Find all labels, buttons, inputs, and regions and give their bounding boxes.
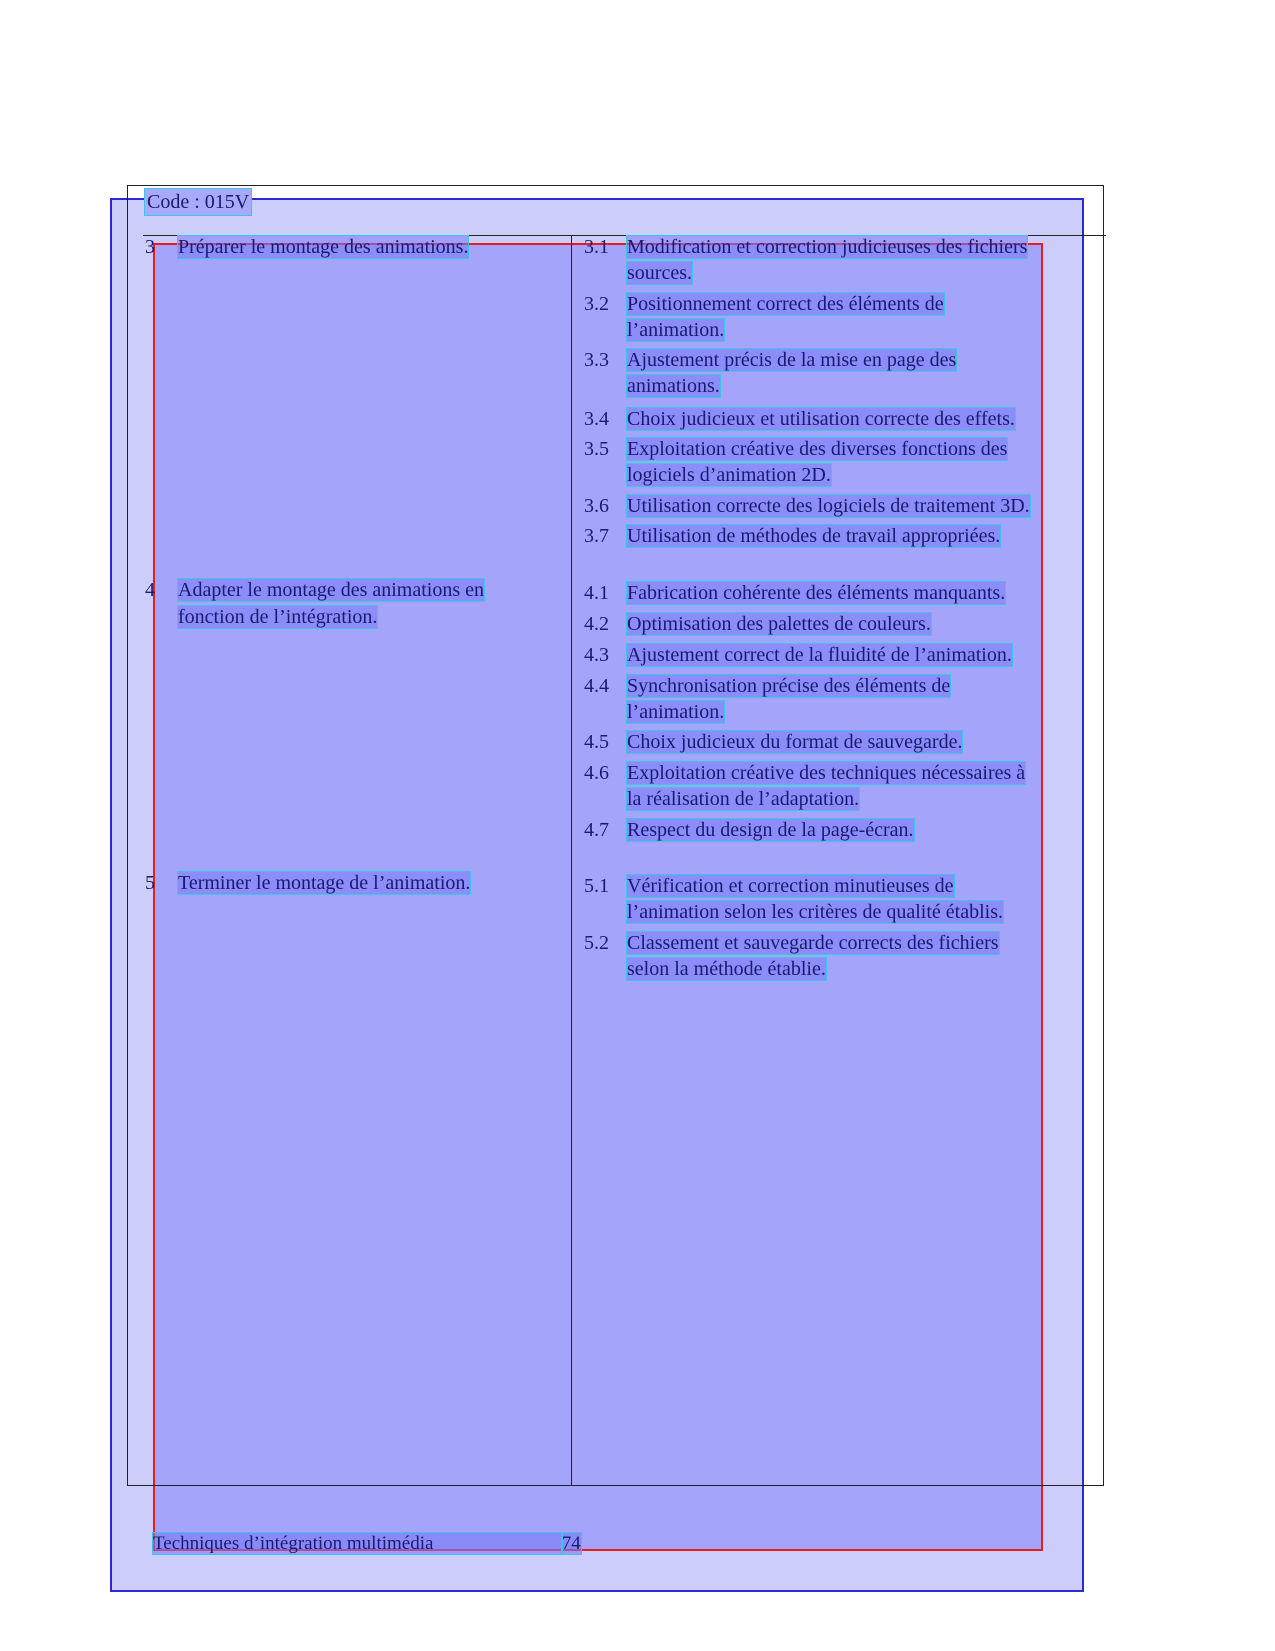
criterion-number: 3.3 bbox=[584, 349, 609, 371]
page-footer bbox=[153, 1532, 581, 1556]
criterion-text: Utilisation de méthodes de travail appropriées. bbox=[627, 525, 1001, 547]
criterion-text: Ajustement correct de la fluidité de l’animation. bbox=[627, 644, 1012, 666]
criterion-text: Choix judicieux du format de sauvegarde. bbox=[627, 731, 963, 753]
element-text: fonction de l’intégration. bbox=[178, 606, 378, 628]
criterion-text: Choix judicieux et utilisation correcte des effets. bbox=[627, 408, 1015, 430]
element-text: Terminer le montage de l’animation. bbox=[178, 872, 471, 894]
criterion-number: 3.5 bbox=[584, 438, 609, 460]
footer-title: Techniques d’intégration multimédia bbox=[153, 1533, 434, 1554]
criterion-text: Exploitation créative des diverses fonctions des bbox=[627, 438, 1008, 460]
column-divider bbox=[571, 236, 572, 1486]
criterion-number: 3.6 bbox=[584, 495, 609, 517]
criterion-text: Classement et sauvegarde corrects des fichiers bbox=[627, 932, 999, 954]
criterion-text: l’animation. bbox=[627, 701, 725, 723]
criterion-text: Ajustement précis de la mise en page des bbox=[627, 349, 957, 371]
criterion-text: logiciels d’animation 2D. bbox=[627, 464, 831, 486]
criterion-number: 3.4 bbox=[584, 408, 609, 430]
criterion-text: selon la méthode établie. bbox=[627, 958, 826, 980]
criterion-text: la réalisation de l’adaptation. bbox=[627, 788, 860, 810]
criterion-text: Fabrication cohérente des éléments manquants. bbox=[627, 582, 1006, 604]
criterion-text: Positionnement correct des éléments de bbox=[627, 293, 944, 315]
criterion-number: 3.2 bbox=[584, 293, 609, 315]
criterion-text: Respect du design de la page-écran. bbox=[627, 819, 914, 841]
criterion-number: 4.1 bbox=[584, 582, 609, 604]
criterion-text: animations. bbox=[627, 375, 720, 397]
criterion-number: 5.2 bbox=[584, 932, 609, 954]
criterion-number: 5.1 bbox=[584, 875, 609, 897]
criterion-number: 3.1 bbox=[584, 236, 609, 258]
element-number: 4 bbox=[145, 579, 155, 601]
criterion-text: Utilisation correcte des logiciels de traitement 3D. bbox=[627, 495, 1030, 517]
criterion-text: l’animation selon les critères de qualité établis. bbox=[627, 901, 1003, 923]
criterion-number: 3.7 bbox=[584, 525, 609, 547]
element-number: 5 bbox=[145, 872, 155, 894]
page-number: 74 bbox=[561, 1533, 581, 1554]
criterion-number: 4.3 bbox=[584, 644, 609, 666]
criterion-text: l’animation. bbox=[627, 319, 725, 341]
table-frame bbox=[127, 185, 1104, 1486]
criterion-number: 4.6 bbox=[584, 762, 609, 784]
element-number: 3 bbox=[145, 236, 155, 258]
criterion-text: Optimisation des palettes de couleurs. bbox=[627, 613, 931, 635]
criterion-number: 4.5 bbox=[584, 731, 609, 753]
criterion-text: Modification et correction judicieuses des fichiers bbox=[627, 236, 1028, 258]
criterion-text: sources. bbox=[627, 262, 692, 284]
criterion-number: 4.7 bbox=[584, 819, 609, 841]
criterion-text: Exploitation créative des techniques nécessaires à bbox=[627, 762, 1026, 784]
code-label: Code : 015V bbox=[147, 191, 250, 213]
criterion-number: 4.4 bbox=[584, 675, 609, 697]
criterion-text: Synchronisation précise des éléments de bbox=[627, 675, 951, 697]
criterion-text: Vérification et correction minutieuses de bbox=[627, 875, 954, 897]
element-text: Préparer le montage des animations. bbox=[178, 236, 469, 258]
element-text: Adapter le montage des animations en bbox=[178, 579, 485, 601]
criterion-number: 4.2 bbox=[584, 613, 609, 635]
